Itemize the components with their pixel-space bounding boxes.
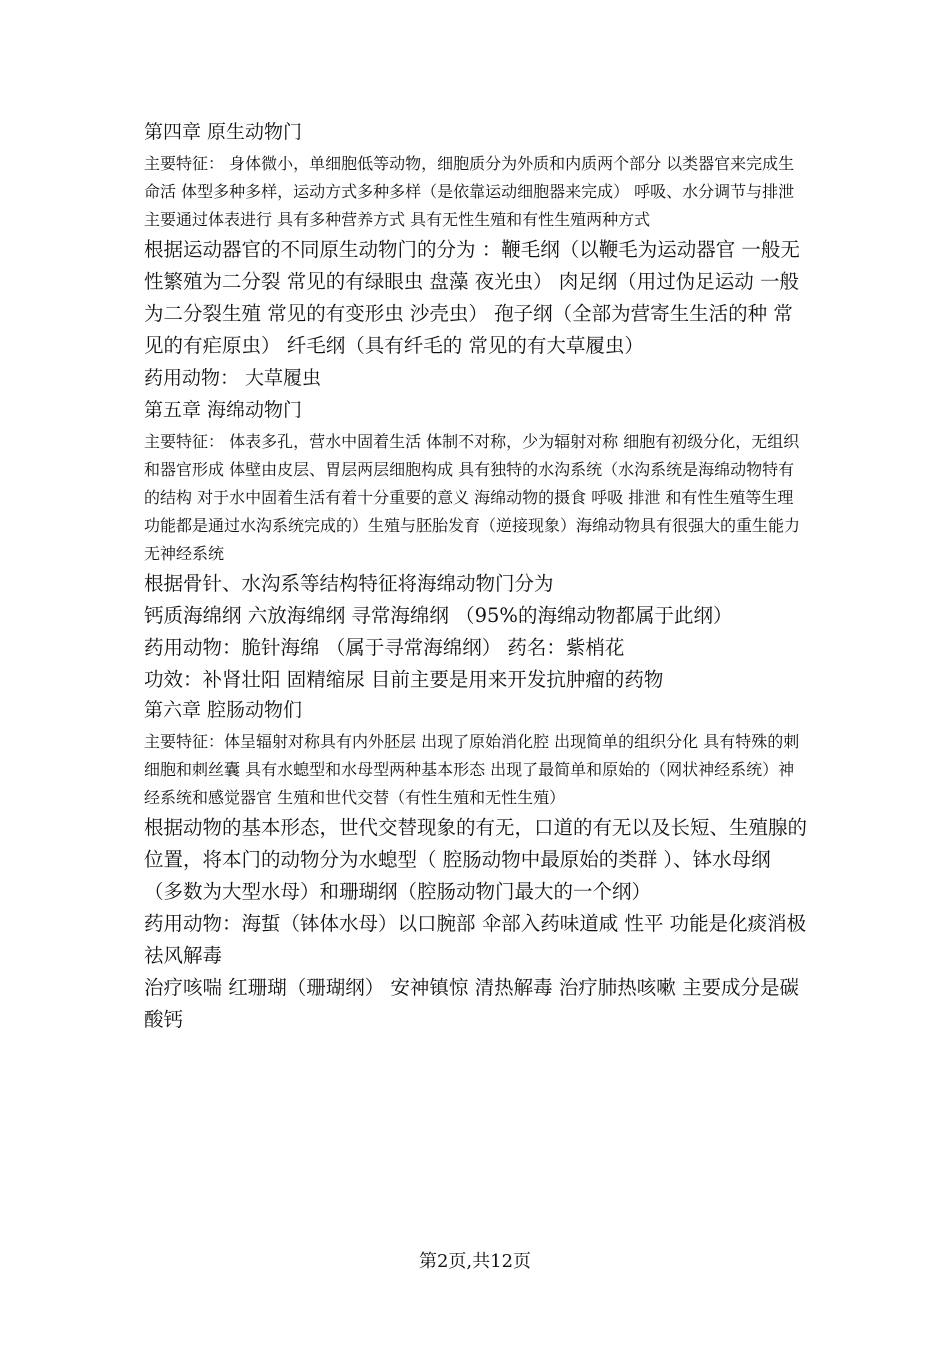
treatment-text: 治疗咳喘 红珊瑚（珊瑚纲） 安神镇惊 清热解毒 治疗肺热咳嗽 主要成分是碳酸钙 <box>144 976 799 1031</box>
classification-text: 根据动物的基本形态，世代交替现象的有无，口道的有无以及长短、生殖腺的位置，将本门的动物分为水螅型（ 腔肠动物中最原始的类群 ）、钵水母纲（多数为大型水母）和珊瑚纲（腔肠动物门最大的一个纲） <box>144 816 808 903</box>
medicinal-animals: 药用动物：脆针海绵 （属于寻常海绵纲） 药名：紫梢花 <box>144 636 625 659</box>
chapter-title: 第五章 海绵动物门 <box>144 399 303 421</box>
main-features: 主要特征： 体表多孔，营水中固着生活 体制不对称，少为辐射对称 细胞有初级分化，无组织和器官形成 体壁由皮层、胃层两层细胞构成 具有独特的水沟系统（水沟系统是海绵动物特有的结构 对于水中固着生活有着十分重要的意义 海绵动物的摄食 呼吸 排泄 和有性生殖等生理功能都是通过水沟系统完成的）生殖与胚胎发育（逆接现象）海绵动物具有很强大的重生能力 无神经系统 <box>144 432 801 563</box>
medicinal-animals: 药用动物： 大草履虫 <box>144 367 322 389</box>
efficacy-text: 功效：补肾壮阳 固精缩尿 目前主要是用来开发抗肿瘤的药物 <box>144 668 664 691</box>
document-page <box>144 118 809 1036</box>
page-number-footer: 第2页,共12页 <box>418 1251 532 1272</box>
main-features: 主要特征： 身体微小，单细胞低等动物，细胞质分为外质和内质两个部分 以类器官来完成生命活 体型多种多样，运动方式多种多样（是依靠运动细胞器来完成） 呼吸、水分调节与排泄主要通过体表进行 具有多种营养方式 具有无性生殖和有性生殖两种方式 <box>144 154 795 229</box>
classification-classes: 钙质海绵纲 六放海绵纲 寻常海绵纲 （95%的海绵动物都属于此纲） <box>144 604 733 627</box>
main-features: 主要特征：体呈辐射对称具有内外胚层 出现了原始消化腔 出现简单的组织分化 具有特殊的刺细胞和刺丝囊 具有水螅型和水母型两种基本形态 出现了最简单和原始的（网状神经系统）神经系统和感觉器官 生殖和世代交替（有性生殖和无性生殖） <box>144 732 800 807</box>
chapter-title: 第四章 原生动物门 <box>144 121 303 143</box>
chapter-4 <box>144 118 809 392</box>
chapter-6 <box>144 696 809 1036</box>
medicinal-animals: 药用动物：海蜇（钵体水母）以口腕部 伞部入药味道咸 性平 功能是化痰消极 祛风解毒 <box>144 912 807 967</box>
chapter-title: 第六章 腔肠动物们 <box>144 699 303 721</box>
chapter-5 <box>144 396 809 696</box>
classification-text: 根据骨针、水沟系等结构特征将海绵动物门分为 <box>144 572 554 595</box>
classification-text: 根据运动器官的不同原生动物门的分为 ：鞭毛纲（以鞭毛为运动器官 一般无性繁殖为二分裂 常见的有绿眼虫 盘藻 夜光虫） 肉足纲（用过伪足运动 一般为二分裂生殖 常见的有变形虫 沙壳虫） 孢子纲（全部为营寄生生活的种 常见的有疟原虫） 纤毛纲（具有纤毛的 常见的有大草履虫） <box>144 238 800 357</box>
